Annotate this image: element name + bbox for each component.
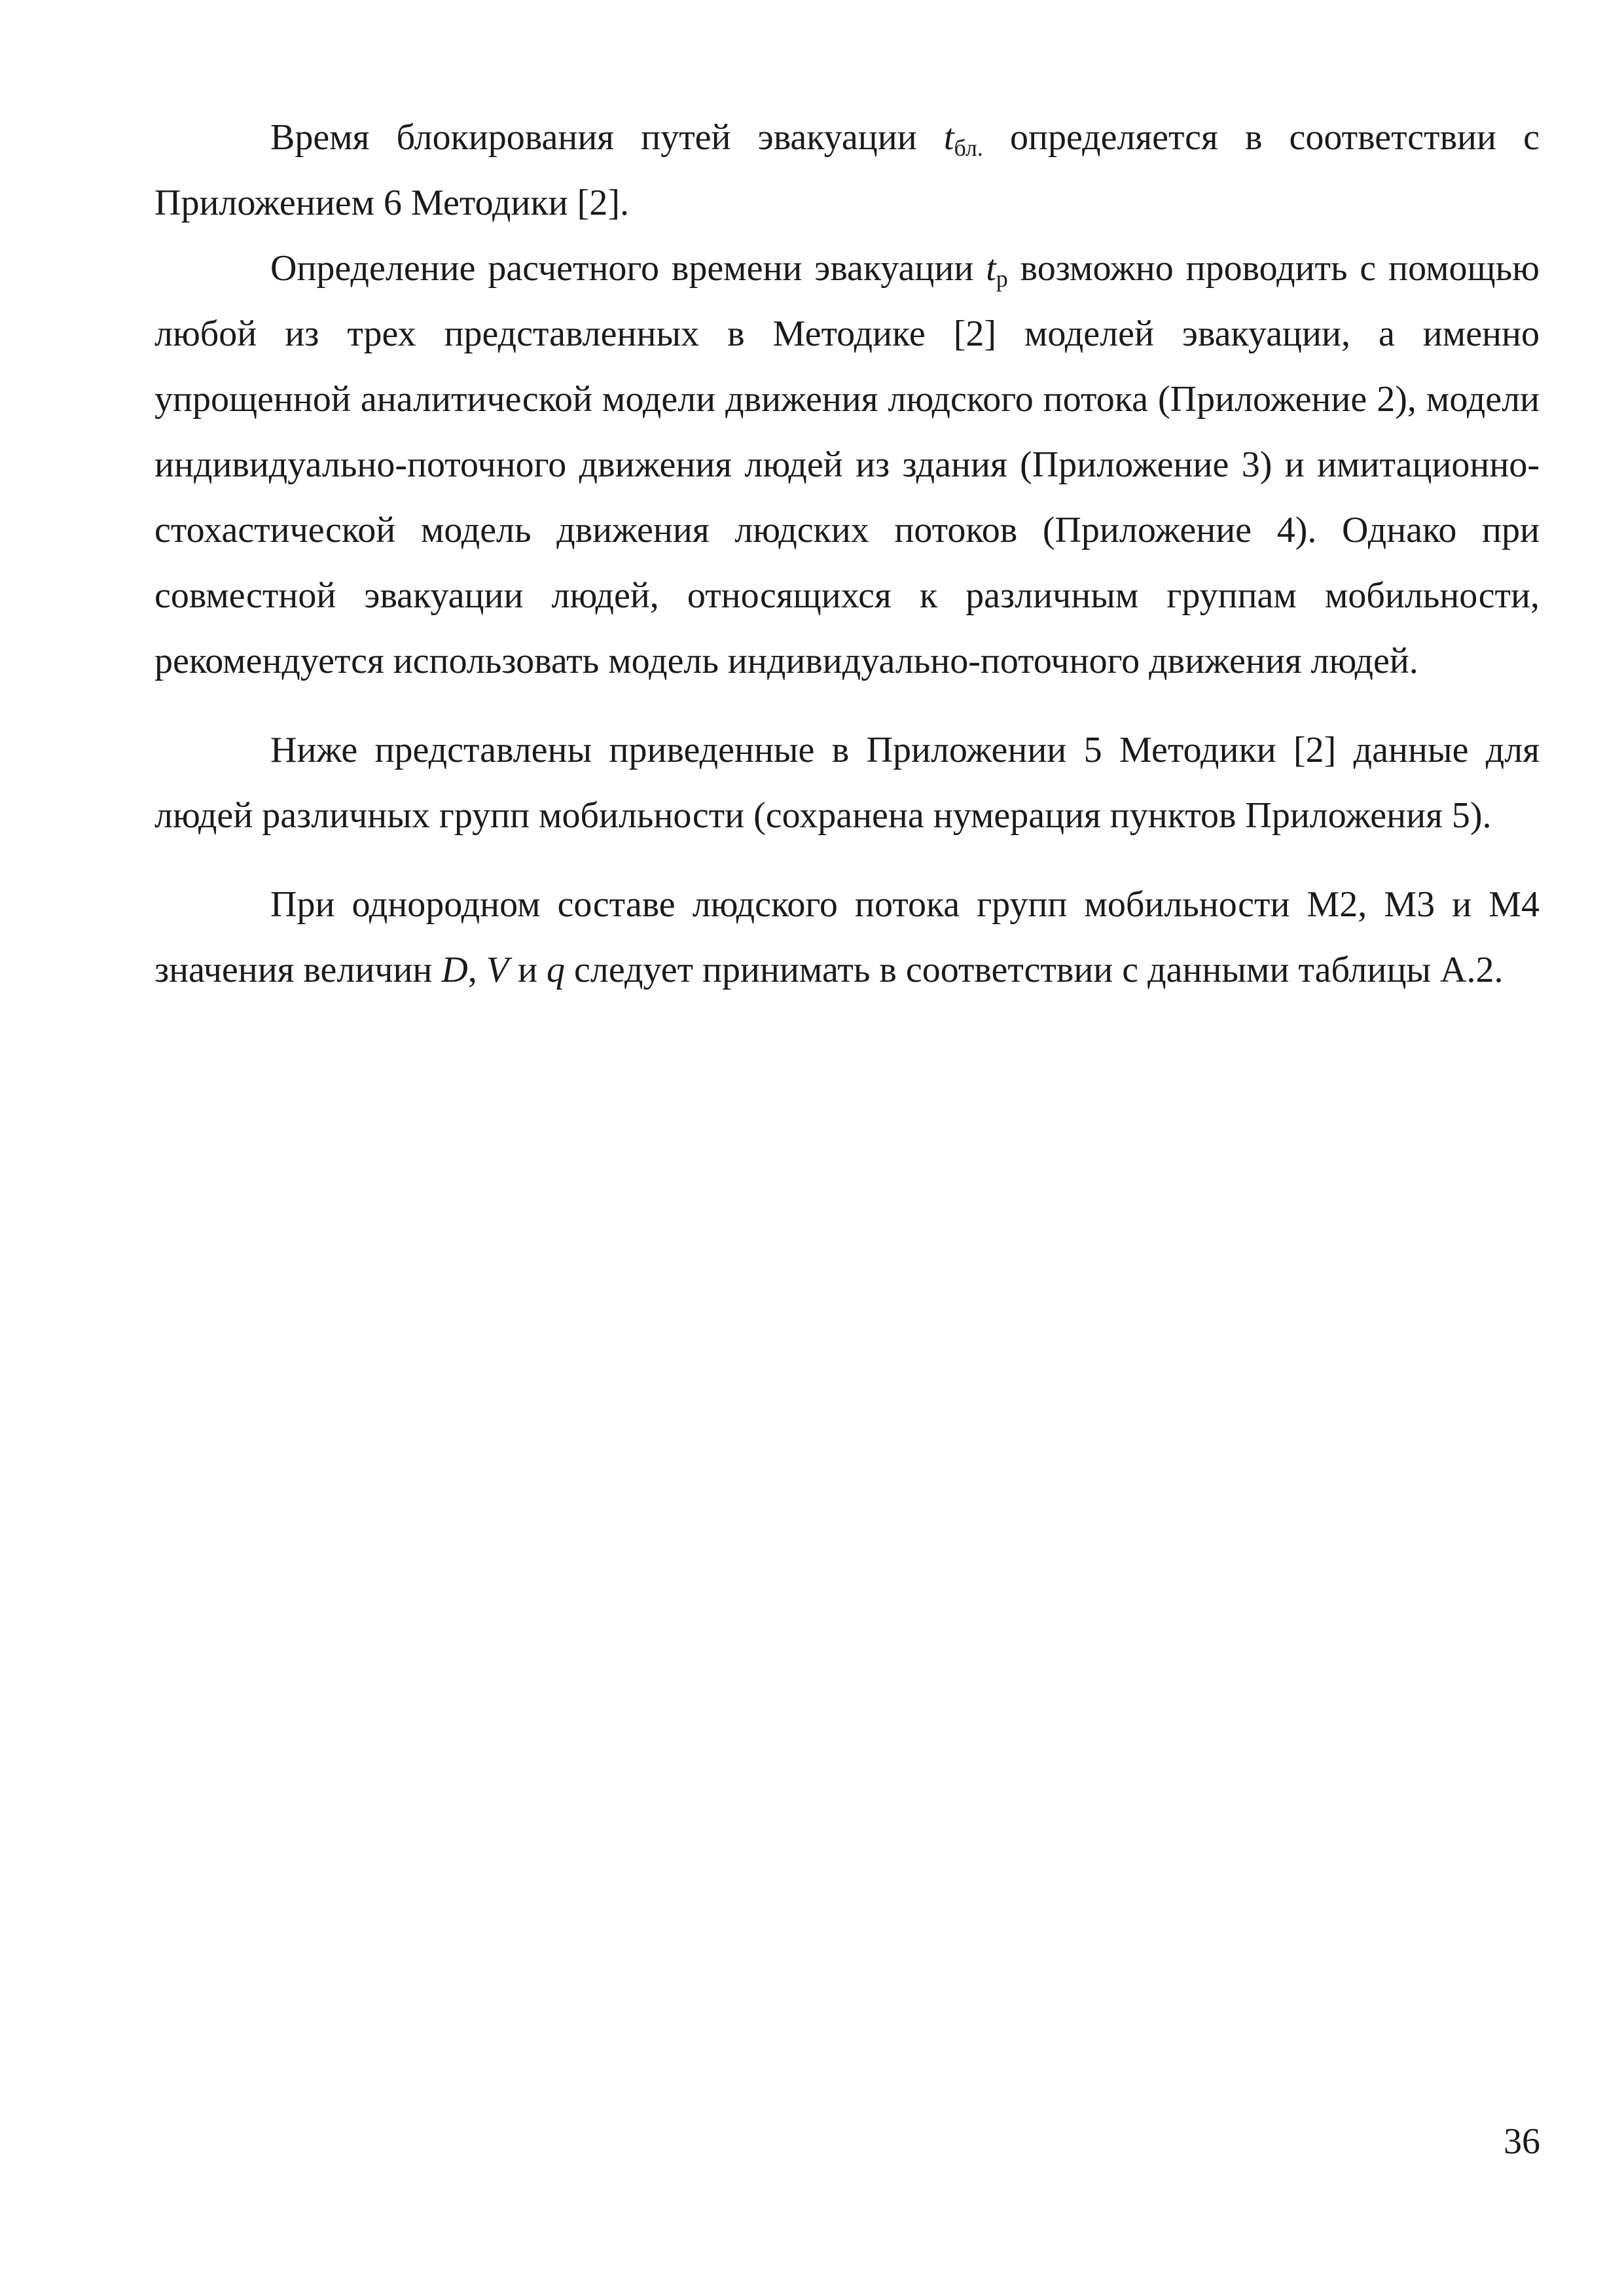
- body-text: [154, 105, 1540, 1003]
- p2-subscript: р: [996, 266, 1008, 292]
- paragraph-evacuation-models: [154, 236, 1540, 694]
- p2-variable-t: t: [986, 248, 996, 289]
- p4-variable-q: q: [547, 950, 566, 990]
- p1-text-after: определяется в соответствии с Приложением 6 Методики [2].: [154, 117, 1540, 223]
- paragraph-mobility-groups: [154, 717, 1540, 848]
- p4-separator-2: и: [509, 950, 547, 990]
- p3-text: Ниже представлены приведенные в Приложении 5 Методики [2] данные для людей различных групп мобильности (сохранена нумерация пунктов Приложения 5).: [154, 730, 1540, 836]
- paragraph-blocking-time: [154, 105, 1540, 236]
- p1-subscript: бл.: [954, 135, 983, 161]
- p1-variable-t: t: [943, 117, 954, 158]
- p4-variable-v: V: [486, 950, 509, 990]
- p2-text-after: возможно проводить с помощью любой из трех представленных в Методике [2] моделей эвакуации, а именно упрощенной аналитической модели движения людского потока (Приложение 2), модели индивидуально-поточного движения людей из здания (Приложение 3) и имитационно-стохастической модель движения людских потоков (Приложение 4). Однако при совместной эвакуации людей, относящихся к различным группам мобильности, рекомендуется использовать модель индивидуально-поточного движения людей.: [154, 248, 1540, 681]
- p4-text-part1: При однородном составе людского потока групп мобильности М2, М3 и М4 значения величин: [154, 884, 1540, 990]
- p1-text-before: Время блокирования путей эвакуации: [270, 117, 944, 158]
- p4-variable-d: D: [441, 950, 468, 990]
- paragraph-table-reference: [154, 872, 1540, 1003]
- p4-text-part2: следует принимать в соответствии с данными таблицы А.2.: [565, 950, 1504, 990]
- page-number: 36: [1504, 2121, 1540, 2162]
- p4-separator-1: ,: [467, 950, 486, 990]
- p2-text-before: Определение расчетного времени эвакуации: [270, 248, 986, 289]
